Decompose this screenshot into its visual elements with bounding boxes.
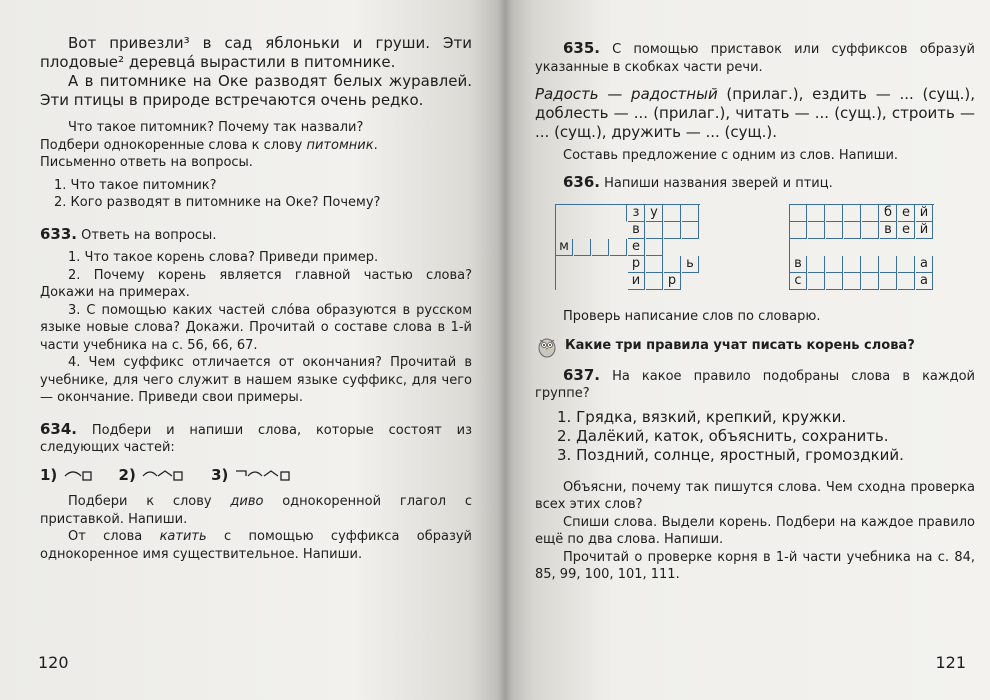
exercise-636-heading: 636. Напиши названия зверей и птиц. bbox=[563, 172, 833, 191]
intro-question-2: Подбери однокоренные слова к слову питомник. bbox=[40, 137, 378, 153]
crossword-cell: б bbox=[880, 205, 897, 222]
exercise-637-task-1: Объясни, почему так пишутся слова. Чем сходна проверка всех этих слов? bbox=[535, 479, 975, 512]
crossword-area bbox=[535, 198, 975, 308]
exercise-633-list bbox=[40, 249, 472, 407]
list-item: 2. Кого разводят в питомнике на Оке? Почему? bbox=[54, 195, 381, 210]
exercise-637-heading: 637. На какое правило подобраны слова в каждой группе? bbox=[535, 365, 975, 401]
page-number-left: 120 bbox=[38, 653, 69, 672]
exercise-634-task-2: Подбери к слову диво однокоренной глагол с приставкой. Напиши. bbox=[40, 494, 472, 527]
exercise-637-task-2: Спиши слова. Выдели корень. Подбери на каждое правило ещё по два слова. Напиши. bbox=[535, 514, 975, 547]
exercise-636-check: Проверь написание слов по словарю. bbox=[563, 309, 821, 324]
intro-list bbox=[40, 177, 472, 212]
right-column bbox=[535, 40, 975, 584]
exercise-634-task-3: От слова катить с помощью суффикса образуй однокоренное имя существительное. Напиши. bbox=[40, 529, 473, 562]
list-item: 4. Чем суффикс отличается от окончания? Прочитай в учебнике, для чего служит в нашем языке суффикс, для чего — окончание. Приведи свои примеры. bbox=[40, 355, 472, 405]
exercise-635-example: Радость — радостный (прилаг.), ездить — ... (сущ.), доблесть — ... (прилаг.), читать — ... (сущ.), строить — ... (сущ.), дружить — ... (сущ.). bbox=[535, 85, 975, 141]
crossword-1 bbox=[555, 204, 700, 290]
exercise-637-groups bbox=[535, 408, 975, 465]
crossword-cell: е bbox=[898, 222, 915, 239]
exercise-635-heading: 635. С помощью приставок или суффиксов образуй указанные в скобках части речи. bbox=[535, 39, 975, 75]
word-part-schemes bbox=[40, 467, 472, 485]
scheme-prefix-root-suffix-ending: 3) bbox=[211, 467, 292, 485]
crossword-cell: у bbox=[646, 205, 663, 222]
prefix-root-suffix-ending-scheme-icon bbox=[234, 467, 292, 483]
crossword-cell: з bbox=[628, 205, 645, 222]
crossword-cell: в bbox=[880, 222, 897, 239]
root-suffix-ending-scheme-icon bbox=[141, 467, 185, 483]
page-number-right: 121 bbox=[935, 653, 966, 672]
rule-question-text: Какие три правила учат писать корень слова? bbox=[565, 337, 915, 353]
word-group: 2. Далёкий, каток, объяснить, сохранить. bbox=[557, 426, 889, 445]
crossword-cell: р bbox=[628, 256, 645, 273]
scheme-root-suffix-ending: 2) bbox=[119, 467, 186, 485]
root-ending-scheme-icon bbox=[63, 467, 93, 483]
crossword-cell: а bbox=[916, 256, 933, 273]
crossword-cell: й bbox=[916, 205, 933, 222]
crossword-cell: а bbox=[916, 273, 933, 290]
intro-text-1: Вот привезли³ в сад яблоньки и груши. Эти плодовые² деревца́ вырастили в питомнике. bbox=[40, 34, 472, 71]
book-spine-shadow bbox=[497, 0, 513, 700]
crossword-cell: и bbox=[628, 273, 645, 290]
right-page bbox=[505, 0, 990, 700]
crossword-cell: р bbox=[664, 273, 681, 290]
intro-question-1: Что такое питомник? Почему так назвали? bbox=[68, 120, 364, 135]
crossword-cell: е bbox=[628, 239, 645, 256]
crossword-2 bbox=[789, 204, 934, 290]
crossword-cell: ь bbox=[682, 256, 699, 273]
left-column bbox=[40, 34, 472, 563]
scheme-root-ending: 1) bbox=[40, 467, 93, 485]
crossword-cell: е bbox=[898, 205, 915, 222]
exercise-634-heading: 634. Подбери и напиши слова, которые состоят из следующих частей: bbox=[40, 419, 472, 455]
intro-question-3: Письменно ответь на вопросы. bbox=[40, 155, 253, 170]
rule-question bbox=[535, 334, 975, 358]
exercise-637-task-3: Прочитай о проверке корня в 1-й части учебника на с. 84, 85, 99, 100, 101, 111. bbox=[535, 549, 975, 582]
word-group: 3. Поздний, солнце, яростный, громоздкий. bbox=[557, 445, 904, 464]
crossword-cell: в bbox=[790, 256, 807, 273]
crossword-cell: в bbox=[628, 222, 645, 239]
owl-icon bbox=[535, 334, 559, 358]
list-item: 3. С помощью каких частей сло́ва образуются в русском языке новые слова? Докажи. Прочитай о составе слова в 1-й части учебника на с. 56, 66, 67. bbox=[40, 302, 472, 353]
crossword-cell: м bbox=[556, 239, 573, 256]
exercise-633-heading: 633. Ответь на вопросы. bbox=[40, 224, 217, 243]
list-item: 1. Что такое питомник? bbox=[54, 177, 217, 193]
crossword-cell: й bbox=[916, 222, 933, 239]
exercise-635-task: Составь предложение с одним из слов. Напиши. bbox=[563, 148, 899, 163]
crossword-cell: с bbox=[790, 273, 807, 290]
list-item: 2. Почему корень является главной частью слова? Докажи на примерах. bbox=[40, 267, 472, 300]
intro-text-2: А в питомнике на Оке разводят белых журавлей. Эти птицы в природе встречаются очень редко. bbox=[40, 72, 472, 109]
word-group: 1. Грядка, вязкий, крепкий, кружки. bbox=[557, 407, 847, 426]
list-item: 1. Что такое корень слова? Приведи пример. bbox=[68, 250, 379, 265]
